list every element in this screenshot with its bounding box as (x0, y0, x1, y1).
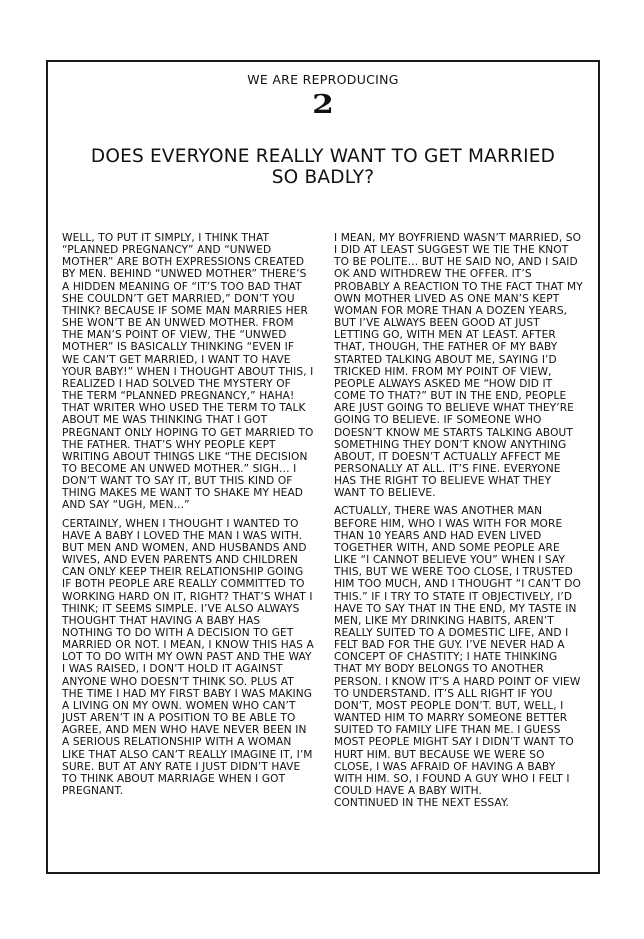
continued-note: CONTINUED IN THE NEXT ESSAY. (334, 797, 509, 810)
essay-number: 2 (312, 90, 334, 120)
left-paragraph-1: WELL, TO PUT IT SIMPLY, I THINK THAT “PLANNED PREGNANCY” AND “UNWED MOTHER” ARE BOTH EXPRESSIONS CREATED BY MEN. BEHIND “UNWED MOTHER” THERE’S A HIDDEN MEANING OF “IT’S TOO BAD THAT SHE COULDN’T GET MARRIED,” DON’T YOU THINK? BECAUSE IF SOME MAN MARRIES HER SHE WON’T BE AN UNWED MOTHER. FROM THE MAN’S POINT OF VIEW, THE “UNWED MOTHER” IS BASICALLY THINKING “EVEN IF WE CAN’T GET MARRIED, I WANT TO HAVE YOUR BABY!” WHEN I THOUGHT ABOUT THIS, I REALIZED I HAD SOLVED THE MYSTERY OF THE TERM “PLANNED PREGNANCY,” HAHA! THAT WRITER WHO USED THE TERM TO TALK ABOUT ME WAS THINKING THAT I GOT PREGNANT ONLY HOPING TO GET MARRIED TO THE FATHER. THAT’S WHY PEOPLE KEPT WRITING ABOUT THINGS LIKE “THE DECISION TO BECOME AN UNWED MOTHER.” SIGH… I DON’T WANT TO SAY IT, BUT THIS KIND OF THING MAKES ME WANT TO SHAKE MY HEAD AND SAY “UGH, MEN…” (62, 232, 314, 512)
right-paragraph-1: I MEAN, MY BOYFRIEND WASN’T MARRIED, SO I DID AT LEAST SUGGEST WE TIE THE KNOT TO BE POLITE… BUT HE SAID NO, AND I SAID OK AND WITHDREW THE OFFER. IT’S PROBABLY A REACTION TO THE FACT THAT MY OWN MOTHER LIVED AS ONE MAN’S KEPT WOMAN FOR MORE THAN A DOZEN YEARS, BUT I’VE ALWAYS BEEN GOOD AT JUST LETTING GO, WITH MEN AT LEAST. AFTER THAT, THOUGH, THE FATHER OF MY BABY STARTED TALKING ABOUT ME, SAYING I’D TRICKED HIM. FROM MY POINT OF VIEW, PEOPLE ALWAYS ASKED ME “HOW DID IT COME TO THAT?” BUT IN THE END, PEOPLE ARE JUST GOING TO BELIEVE WHAT THEY’RE GOING TO BELIEVE. IF SOMEONE WHO DOESN’T KNOW ME STARTS TALKING ABOUT SOMETHING THEY DON’T KNOW ANYTHING ABOUT, IT DOESN’T ACTUALLY AFFECT ME PERSONALLY AT ALL. IT’S FINE. EVERYONE HAS THE RIGHT TO BELIEVE WHAT THEY WANT TO BELIEVE. (334, 232, 583, 500)
right-paragraph-2: ACTUALLY, THERE WAS ANOTHER MAN BEFORE HIM, WHO I WAS WITH FOR MORE THAN 10 YEARS AND HAD EVEN LIVED TOGETHER WITH, AND SOME PEOPLE ARE LIKE “I CANNOT BELIEVE YOU” WHEN I SAY THIS, BUT WE WERE TOO CLOSE, I TRUSTED HIM TOO MUCH, AND I THOUGHT “I CAN’T DO THIS.” IF I TRY TO STATE IT OBJECTIVELY, I’D HAVE TO SAY THAT IN THE END, MY TASTE IN MEN, LIKE MY DRINKING HABITS, AREN’T REALLY SUITED TO A DOMESTIC LIFE, AND I FELT BAD FOR THE GUY. I’VE NEVER HAD A CONCEPT OF CHASTITY; I HATE THINKING THAT MY BODY BELONGS TO ANOTHER PERSON. I KNOW IT’S A HARD POINT OF VIEW TO UNDERSTAND. IT’S ALL RIGHT IF YOU DON’T, MOST PEOPLE DON’T. BUT, WELL, I WANTED HIM TO MARRY SOMEONE BETTER SUITED TO FAMILY LIFE THAN ME. I GUESS MOST PEOPLE MIGHT SAY I DIDN’T WANT TO HURT HIM. BUT BECAUSE WE WERE SO CLOSE, I WAS AFRAID OF HAVING A BABY WITH HIM. SO, I FOUND A GUY WHO I FELT I COULD HAVE A BABY WITH. (334, 505, 581, 798)
essay-title: DOES EVERYONE REALLY WANT TO GET MARRIED SO BADLY? (90, 146, 556, 188)
left-column (62, 232, 314, 803)
essay-panel (46, 60, 600, 874)
left-paragraph-2: CERTAINLY, WHEN I THOUGHT I WANTED TO HAVE A BABY I LOVED THE MAN I WAS WITH. BUT MEN AND WOMEN, AND HUSBANDS AND WIVES, AND EVEN PARENTS AND CHILDREN CAN ONLY KEEP THEIR RELATIONSHIP GOING IF BOTH PEOPLE ARE REALLY COMMITTED TO WORKING HARD ON IT, RIGHT? THAT’S WHAT I THINK; IT SEEMS SIMPLE. I’VE ALSO ALWAYS THOUGHT THAT HAVING A BABY HAS NOTHING TO DO WITH A DECISION TO GET MARRIED OR NOT. I MEAN, I KNOW THIS HAS A LOT TO DO WITH MY OWN PAST AND THE WAY I WAS RAISED, I DON’T HOLD IT AGAINST ANYONE WHO DOESN’T THINK SO. PLUS AT THE TIME I HAD MY FIRST BABY I WAS MAKING A LIVING ON MY OWN. WOMEN WHO CAN’T JUST AREN’T IN A POSITION TO BE ABLE TO AGREE, AND MEN WHO HAVE NEVER BEEN IN A SERIOUS RELATIONSHIP WITH A WOMAN LIKE THAT ALSO CAN’T REALLY IMAGINE IT, I’M SURE. BUT AT ANY RATE I JUST DIDN’T HAVE TO THINK ABOUT MARRIAGE WHEN I GOT PREGNANT. (62, 517, 314, 798)
series-kicker: WE ARE REPRODUCING (247, 72, 399, 87)
right-column (334, 232, 586, 815)
